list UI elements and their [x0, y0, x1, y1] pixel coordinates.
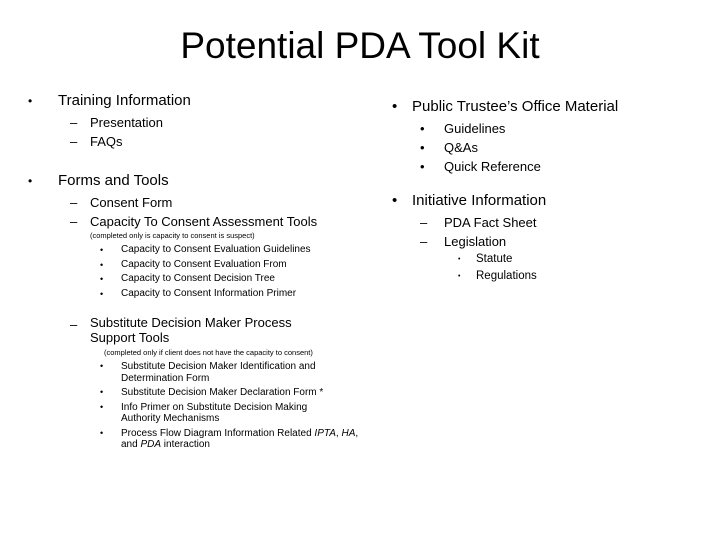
capacity-note: (completed only is capacity to consent is suspect) [90, 231, 255, 240]
bullet-icon: • [100, 387, 104, 397]
bullet-icon: • [420, 121, 425, 136]
pto-list [420, 119, 712, 176]
dash-icon: – [70, 134, 78, 149]
bullet-icon: • [28, 174, 33, 188]
pda-term: PDA [140, 439, 162, 450]
and-text: , and [121, 427, 359, 450]
sdm-item: Info Primer on Substitute Decision Making Authority Mechanisms [121, 401, 308, 424]
initiative-label: Initiative Information [412, 192, 547, 209]
bullet-icon: • [100, 361, 104, 371]
list-item [100, 272, 368, 287]
bullet-icon: • [420, 159, 425, 174]
right-column [392, 97, 712, 285]
capacity-item: Capacity to Consent Evaluation From [121, 258, 287, 270]
list-item [70, 132, 368, 151]
bullet-training [28, 91, 368, 111]
bullet-icon: • [392, 98, 398, 115]
ipta-term: IPTA [314, 427, 336, 439]
legislation: Legislation [444, 234, 507, 249]
legislation-item: Regulations [476, 270, 537, 282]
slide-title: Potential PDA Tool Kit [180, 25, 540, 66]
list-item [420, 157, 712, 176]
list-item [100, 243, 368, 258]
dash-icon: – [420, 215, 428, 230]
list-item [100, 428, 368, 451]
sdm-list [70, 315, 368, 345]
training-item: Presentation [90, 115, 163, 130]
sdm-note: (completed only if client does not have the capacity to consent) [104, 348, 313, 357]
bullet-icon: • [100, 427, 104, 438]
list-item [100, 387, 368, 399]
capacity-tools: Capacity To Consent Assessment Tools [90, 214, 318, 229]
forms-list [70, 193, 368, 231]
list-item [420, 213, 712, 232]
bullet-icon: • [100, 245, 104, 255]
training-list [70, 113, 368, 151]
list-item [70, 212, 368, 231]
list-item [100, 287, 368, 302]
ha-term: HA [341, 427, 356, 439]
bullet-icon: • [100, 401, 104, 412]
list-item [70, 113, 368, 132]
training-label: Training Information [58, 92, 191, 109]
bullet-icon: • [100, 259, 104, 270]
dash-icon: – [70, 317, 78, 332]
pto-item: Quick Reference [444, 159, 541, 174]
list-item [420, 232, 712, 251]
list-item [100, 258, 368, 273]
capacity-item: Capacity to Consent Evaluation Guidelines [121, 244, 311, 255]
dash-icon: – [70, 214, 78, 229]
pto-label: Public Trustee’s Office Material [412, 98, 619, 115]
bullet-pto [392, 97, 712, 117]
list-item [70, 315, 368, 345]
bullet-icon: • [100, 288, 104, 299]
dash-icon: – [70, 115, 78, 130]
list-item [420, 119, 712, 138]
list-item [70, 193, 368, 212]
capacity-item: Capacity to Consent Decision Tree [121, 273, 275, 284]
bullet-icon: • [458, 273, 461, 280]
list-item [458, 251, 712, 268]
consent-form: Consent Form [90, 195, 173, 210]
initiative-list [420, 213, 712, 251]
dash-icon: – [70, 195, 78, 210]
training-item: FAQs [90, 134, 123, 149]
sdm-item: Substitute Decision Maker Declaration Form * [121, 387, 324, 398]
sdm-last-prefix: Process Flow Diagram Information Related [121, 427, 315, 439]
sdm-item: Substitute Decision Maker Identification and Determination Form [121, 361, 316, 384]
list-item [458, 268, 712, 285]
legislation-list [458, 251, 712, 285]
list-item [420, 138, 712, 157]
sdm-tools: Substitute Decision Maker Process Support Tools [90, 315, 292, 345]
dash-icon: – [420, 234, 428, 249]
bullet-forms [28, 171, 368, 191]
bullet-icon: • [392, 192, 398, 209]
pto-item: Guidelines [444, 121, 506, 136]
fact-sheet: PDA Fact Sheet [444, 215, 537, 230]
sdm-last-suffix: interaction [161, 439, 210, 450]
capacity-list [100, 243, 368, 301]
bullet-icon: • [100, 274, 104, 284]
bullet-icon: • [458, 256, 461, 263]
sdm-items [100, 361, 368, 451]
bullet-initiative [392, 191, 712, 211]
separator: , [335, 427, 342, 439]
left-column [28, 91, 368, 454]
legislation-item: Statute [476, 253, 513, 265]
pto-item: Q&As [444, 140, 478, 155]
bullet-icon: • [420, 140, 425, 155]
list-item [100, 402, 368, 425]
list-item [100, 361, 368, 384]
capacity-item: Capacity to Consent Information Primer [121, 287, 297, 299]
sdm-item [121, 428, 366, 451]
forms-label: Forms and Tools [58, 172, 169, 189]
bullet-icon: • [28, 94, 33, 108]
